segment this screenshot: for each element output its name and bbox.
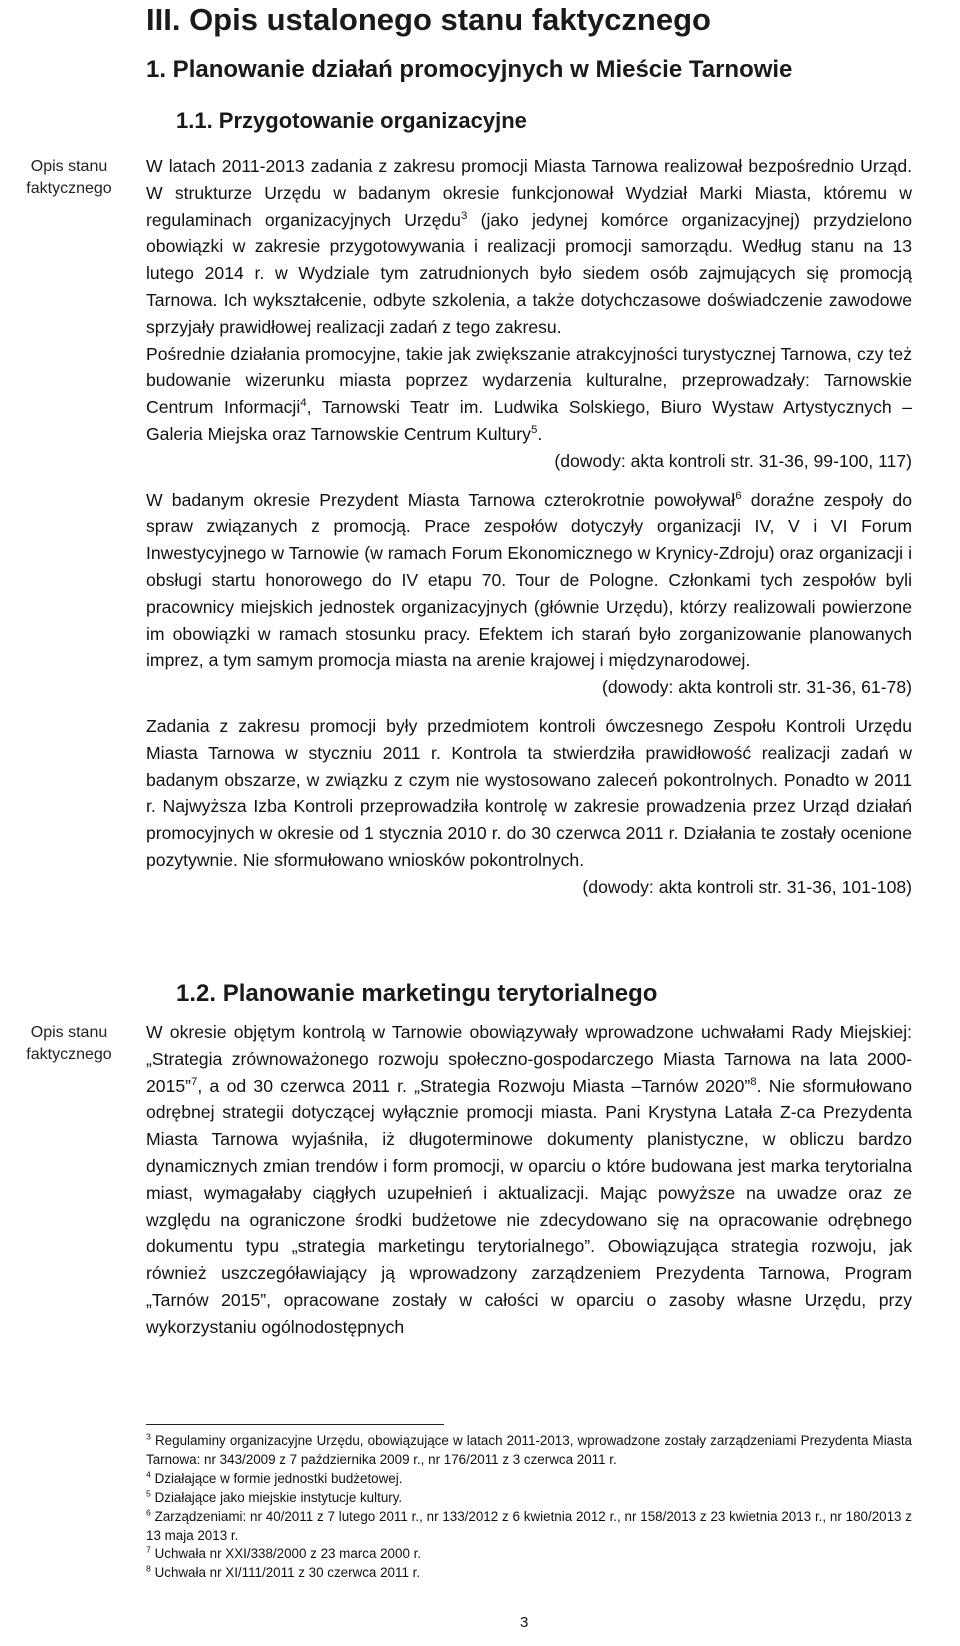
- footnote-5: $^5$ Działające jako miejskie instytucje kultury.: [146, 1488, 403, 1505]
- section-1-1-body: [146, 153, 912, 901]
- footnote-3: $^3$ Regulaminy organizacyjne Urzędu, obowiązujące w latach 2011-2013, wprowadzone zostały zarządzeniami Prezydenta Miasta Tarnowa: nr 343/2009 z 7 października 2009 r., nr 176/2011 z 3 czerwca 2011 r.: [146, 1431, 912, 1467]
- paragraph-4: Zadania z zakresu promocji były przedmiotem kontroli ówczesnego Zespołu Kontroli Urzędu Miasta Tarnowa w styczniu 2011 r. Kontrola ta stwierdziła prawidłowość realizacji zadań w badanym obszarze, w związku z czym nie wystosowano zaleceń pokontrolnych. Ponadto w 2011 r. Najwyższa Izba Kontroli przeprowadziła kontrolę w zakresie prowadzenia przez Urząd działań promocyjnych w okresie od 1 stycznia 2010 r. do 30 czerwca 2011 r. Działania te zostały ocenione pozytywnie. Nie sformułowano wniosków pokontrolnych.: [146, 715, 912, 870]
- page-number: 3: [520, 1614, 529, 1631]
- margin-note-1: Opis stanu faktycznego: [26, 158, 112, 197]
- footnote-4: $^4$ Działające w formie jednostki budżetowej.: [146, 1469, 403, 1486]
- evidence-note-2: (dowody: akta kontroli str. 31-36, 61-78): [601, 677, 912, 698]
- evidence-note-3: (dowody: akta kontroli str. 31-36, 101-108): [582, 876, 912, 897]
- footnote-ref-3: 3: [460, 209, 468, 222]
- footnote-ref-5: 5: [530, 424, 538, 437]
- footnote-ref-4: 4: [300, 397, 307, 410]
- subsection-1-1-heading: 1.1. Przygotowanie organizacyjne: [176, 108, 527, 133]
- footnote-6: $^6$ Zarządzeniami: nr 40/2011 z 7 lutego 2011 r., nr 133/2012 z 6 kwietnia 2012 r., nr 158/2013 z 23 kwietnia 2013 r., nr 180/2013 z 13 maja 2013 r.: [146, 1507, 912, 1543]
- subsection-1-2-heading: 1.2. Planowanie marketingu terytorialnego: [176, 980, 658, 1007]
- section-heading: III. Opis ustalonego stanu faktycznego: [146, 2, 711, 37]
- footnote-divider: [146, 1424, 444, 1425]
- paragraph-2: Pośrednie działania promocyjne, takie jak zwiększanie atrakcyjności turystycznej Tarnowa, czy też budowanie wizerunku miasta poprzez wydarzenia kulturalne, przeprowadzały: Tarnowskie Centrum Informacji$^4$, Tarnowski Teatr im. Ludwika Solskiego, Biuro Wystaw Artystycznych – Galeria Miejska oraz Tarnowskie Centrum Kultury$^5$.: [146, 343, 912, 444]
- footnote-ref-8: 8: [750, 1075, 757, 1088]
- section-1-2-body: [146, 1019, 912, 1341]
- paragraph-3: W badanym okresie Prezydent Miasta Tarnowa czterokrotnie powoływał$^6$ doraźne zespoły do spraw związanych z promocją. Prace zespołów dotyczyły organizacji IV, V i VI Forum Inwestycyjnego w Tarnowie (w ramach Forum Ekonomicznego w Krynicy-Zdroju) oraz organizacji i obsługi startu honorowego do IV etapu 70. Tour de Pologne. Członkami tych zespołów byli pracownicy miejskich jednostek organizacyjnych (głównie Urzędu), którzy realizowali powierzone im obowiązki w ramach stosunku pracy. Efektem ich starań było zorganizowanie planowanych imprez, a tym samym promocja miasta na arenie krajowej i międzynarodowej.: [146, 489, 913, 671]
- footnotes: [146, 1432, 912, 1583]
- paragraph-5: W okresie objętym kontrolą w Tarnowie obowiązywały wprowadzone uchwałami Rady Miejskiej: „Strategia zrównoważonego rozwoju społeczno-gospodarczego Miasta Tarnowa na lata 2000-2015”$^7$, a od 30 czerwca 2011 r. „Strategia Rozwoju Miasta –Tarnów 2020”$^8$. Nie sformułowano odrębnej strategii dotyczącej wyłącznie promocji miasta. Pani Krystyna Latała Z-ca Prezydenta Miasta Tarnowa wyjaśniła, iż długoterminowe dokumenty planistyczne, w obliczu bardzo dynamicznych zmian trendów i form promocji, w oparciu o które budowana jest marka terytorialna miast, wymagałaby ciągłych uzupełnień i aktualizacji. Mając powyższe na uwadze oraz ze względu na ograniczone środki budżetowe nie zdecydowano się na opracowanie odrębnego dokumentu typu „strategia marketingu terytorialnego”. Obowiązująca strategia rozwoju, jak również uszczegóławiający ją wprowadzony zarządzeniem Prezydenta Tarnowa, Program „Tarnów 2015”, opracowane zostały w całości w oparciu o zasoby własne Urzędu, przy wykorzystaniu ogólnodostępnych: [146, 1022, 912, 1337]
- paragraph-1: W latach 2011-2013 zadania z zakresu promocji Miasta Tarnowa realizował bezpośrednio Urząd. W strukturze Urzędu w badanym okresie funkcjonował Wydział Marki Miasta, któremu w regulaminach organizacyjnych Urzędu$^3$ (jako jedynej komórce organizacyjnej) przydzielono obowiązki w zakresie przygotowywania i realizacji promocji samorządu. Według stanu na 13 lutego 2014 r. w Wydziale tym zatrudnionych było siedem osób zajmujących się promocją Tarnowa. Ich wykształcenie, odbyte szkolenia, a także dotychczasowe doświadczenie zawodowe sprzyjały prawidłowej realizacji zadań z tego zakresu.: [146, 156, 912, 337]
- footnote-ref-7: 7: [191, 1075, 198, 1088]
- footnote-ref-6: 6: [735, 489, 742, 502]
- footnote-7: $^7$ Uchwała nr XXI/338/2000 z 23 marca 2000 r.: [146, 1544, 422, 1562]
- evidence-note-1: (dowody: akta kontroli str. 31-36, 99-100, 117): [554, 450, 912, 471]
- footnote-8: $^8$ Uchwała nr XI/111/2011 z 30 czerwca 2011 r.: [146, 1563, 421, 1581]
- subsection-heading: 1. Planowanie działań promocyjnych w Mieście Tarnowie: [146, 56, 793, 83]
- margin-note-2: Opis stanu faktycznego: [26, 1024, 112, 1063]
